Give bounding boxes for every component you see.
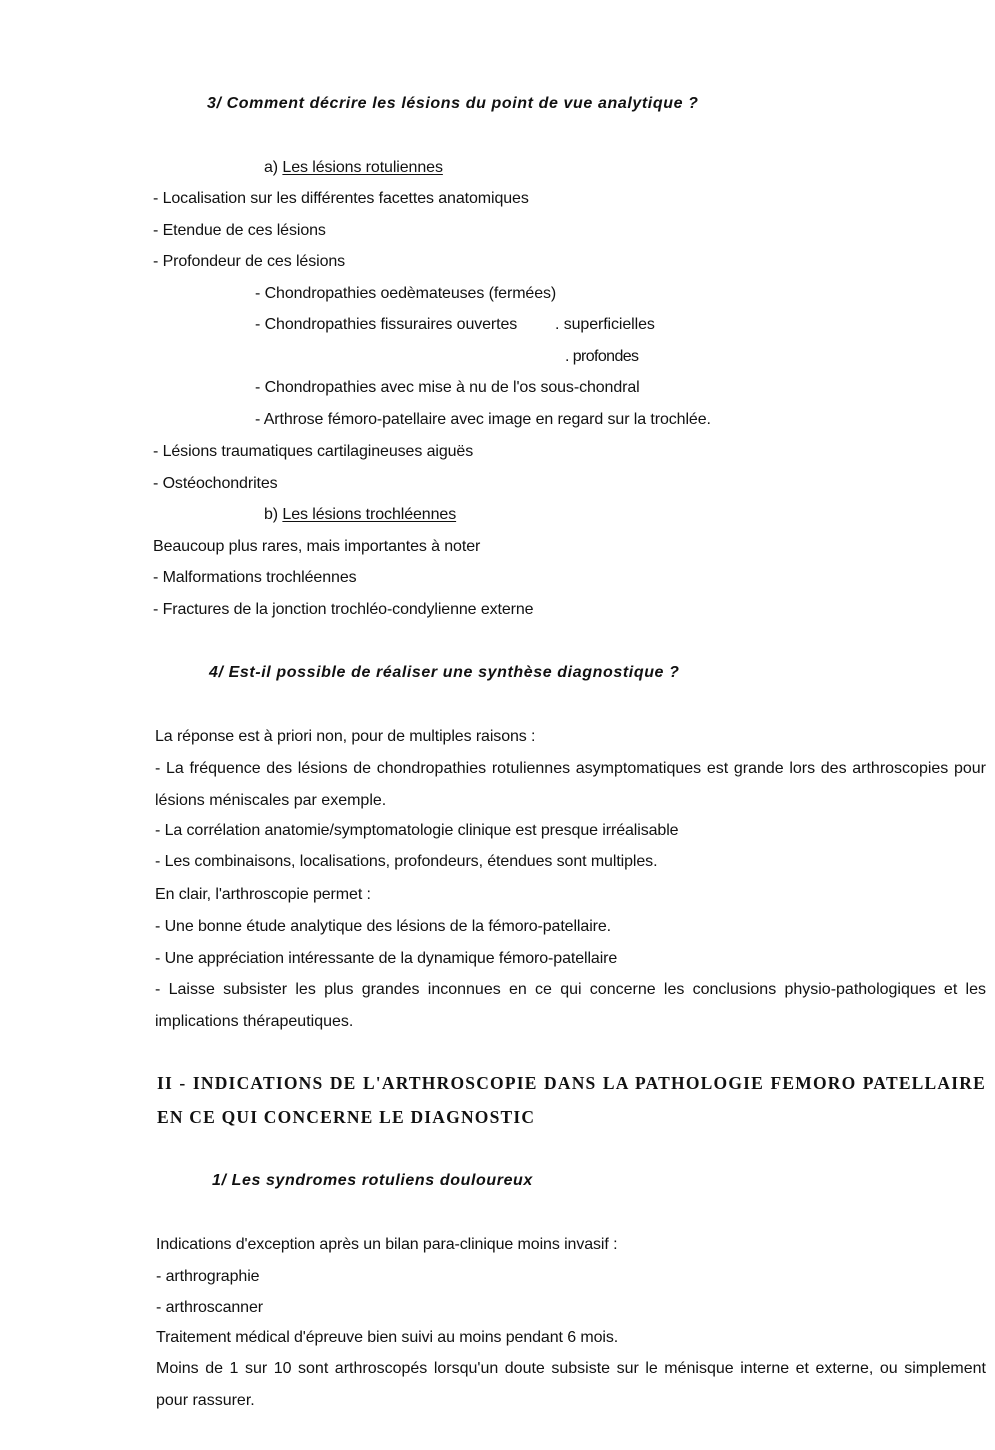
- list-item: - Etendue de ces lésions: [153, 222, 326, 239]
- depth-item: - Arthrose fémoro-patellaire avec image en regard sur la trochlée.: [255, 411, 711, 428]
- paragraph-line: La réponse est à priori non, pour de multiples raisons :: [155, 728, 536, 745]
- depth-item: - Chondropathies fissuraires ouvertes: [255, 316, 518, 333]
- paragraph-line: - Une appréciation intéressante de la dynamique fémoro-patellaire: [155, 950, 618, 967]
- list-item: - Ostéochondrites: [153, 475, 278, 492]
- list-item: - arthrographie: [156, 1268, 260, 1285]
- subheading-a-prefix: a): [264, 159, 279, 176]
- depth-sub-item: . profondes: [565, 348, 639, 365]
- paragraph-final: Moins de 1 sur 10 sont arthroscopés lorsqu'un doute subsiste sur le ménisque interne et externe, ou simplement pour rassurer.: [156, 1360, 986, 1409]
- depth-item: - Chondropathies avec mise à nu de l'os sous-chondral: [255, 379, 640, 396]
- depth-sub-item: . superficielles: [555, 316, 655, 333]
- paragraph-conclusion-3: - Laisse subsister les plus grandes inconnues en ce qui concerne les conclusions physio-pathologiques et les implications thérapeutiques.: [155, 981, 986, 1030]
- list-item: - Fractures de la jonction trochléo-condylienne externe: [153, 601, 534, 618]
- list-item: Beaucoup plus rares, mais importantes à noter: [153, 538, 481, 555]
- subheading-a-title: Les lésions rotuliennes: [282, 159, 443, 176]
- paragraph-reason-1: - La fréquence des lésions de chondropathies rotuliennes asymptomatiques est grande lors des arthroscopies pour lésions méniscales par exemple.: [155, 760, 986, 809]
- section-3-heading: 3/ Comment décrire les lésions du point de vue analytique ?: [207, 95, 699, 112]
- paragraph-line: - Les combinaisons, localisations, profondeurs, étendues sont multiples.: [155, 853, 658, 870]
- part-2-title: II - INDICATIONS DE L'ARTHROSCOPIE DANS LA PATHOLOGIE FEMORO PATELLAIRE EN CE QUI CONCERNE LE DIAGNOSTIC: [157, 1073, 986, 1127]
- list-item: - Localisation sur les différentes facettes anatomiques: [153, 190, 529, 207]
- depth-item: - Chondropathies oedèmateuses (fermées): [255, 285, 557, 302]
- list-item: - Lésions traumatiques cartilagineuses aiguës: [153, 443, 474, 460]
- paragraph-line: - La corrélation anatomie/symptomatologie clinique est presque irréalisable: [155, 822, 679, 839]
- list-item: - Profondeur de ces lésions: [153, 253, 346, 270]
- paragraph-line: Indications d'exception après un bilan para-clinique moins invasif :: [156, 1236, 618, 1253]
- list-item: - arthroscanner: [156, 1299, 263, 1316]
- paragraph-line: - Une bonne étude analytique des lésions de la fémoro-patellaire.: [155, 918, 612, 935]
- paragraph-line: En clair, l'arthroscopie permet :: [155, 886, 371, 903]
- section-1-heading: 1/ Les syndromes rotuliens douloureux: [212, 1172, 533, 1189]
- subheading-b-prefix: b): [264, 506, 279, 523]
- subheading-b: [264, 505, 456, 525]
- paragraph-line: Traitement médical d'épreuve bien suivi au moins pendant 6 mois.: [156, 1329, 619, 1346]
- section-4-heading: 4/ Est-il possible de réaliser une synthèse diagnostique ?: [209, 664, 680, 681]
- list-item: - Malformations trochléennes: [153, 569, 357, 586]
- subheading-b-title: Les lésions trochléennes: [282, 506, 457, 523]
- subheading-a: [264, 158, 443, 178]
